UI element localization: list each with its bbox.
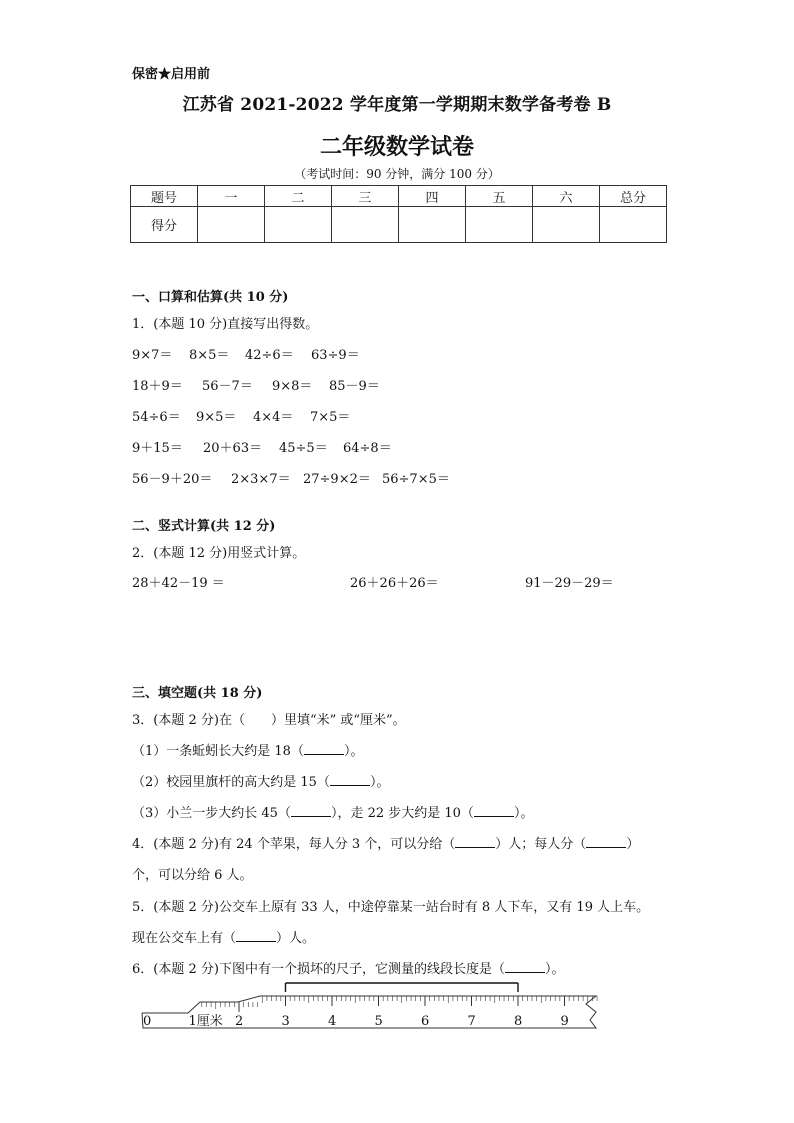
answer-blank[interactable]: [505, 960, 545, 973]
measured-segment: [286, 983, 519, 992]
oral-calc-item: 42÷6＝: [245, 348, 294, 363]
score-table: [130, 185, 667, 243]
ruler-label: 8: [514, 1014, 523, 1029]
answer-blank[interactable]: [304, 742, 344, 755]
question-1: 1．(本题 10 分)直接写出得数。: [132, 317, 319, 332]
answer-blank[interactable]: [236, 929, 276, 942]
question-text: ）。: [343, 744, 364, 759]
oral-calc-item: 9×7＝: [132, 348, 173, 363]
score-table-header-row: [131, 186, 667, 207]
question-text: ）: [626, 837, 640, 852]
oral-calc-item: 56－7＝: [202, 379, 253, 394]
oral-calc-item: 64÷8＝: [343, 441, 392, 456]
ruler-label: 3: [281, 1014, 290, 1029]
answer-blank[interactable]: [586, 835, 626, 848]
vertical-calc-item: 91－29－29＝: [525, 576, 614, 591]
question-text: 现在公交车上有（: [132, 931, 237, 946]
oral-calc-item: 63÷9＝: [311, 348, 360, 363]
confidential-label: 保密★启用前: [132, 67, 211, 82]
score-cell[interactable]: [198, 207, 265, 243]
section2-title: 二、竖式计算(共 12 分): [132, 519, 276, 534]
exam-info: （考试时间：90 分钟，满分 100 分）: [294, 167, 500, 181]
question-3-1: [132, 740, 363, 759]
oral-calc-item: 85－9＝: [329, 379, 380, 394]
question-text: ）。: [369, 775, 390, 790]
question-text: 4．(本题 2 分)有 24 个苹果，每人分 3 个，可以分给（: [132, 837, 456, 852]
score-table-score-row: [131, 207, 667, 243]
question-text: （2）校园里旗杆的高大约是 15（: [132, 775, 330, 790]
score-header-cell: 六: [533, 186, 600, 207]
answer-blank[interactable]: [455, 835, 495, 848]
score-header-cell: 题号: [131, 186, 198, 207]
oral-calc-item: 27÷9×2＝: [303, 472, 371, 487]
answer-blank[interactable]: [474, 804, 514, 817]
question-text: ），走 22 步大约是 10（: [330, 806, 474, 821]
oral-calc-item: 9＋15＝: [132, 441, 183, 456]
score-row-label: 得分: [131, 207, 198, 243]
score-header-cell: 二: [265, 186, 332, 207]
vertical-calc-item: 26＋26＋26＝: [350, 576, 439, 591]
oral-calc-item: 9×8＝: [272, 379, 313, 394]
oral-calc-row: [132, 344, 360, 363]
score-header-cell: 一: [198, 186, 265, 207]
score-header-cell: 总分: [600, 186, 667, 207]
score-cell[interactable]: [265, 207, 332, 243]
question-2: 2．(本题 12 分)用竖式计算。: [132, 546, 306, 561]
oral-calc-item: 7×5＝: [310, 410, 351, 425]
oral-calc-item: 4×4＝: [253, 410, 294, 425]
question-3: 3．(本题 2 分)在（ ）里填“米” 或“厘米”。: [132, 713, 406, 728]
question-6: [132, 958, 564, 977]
ruler-label: 5: [374, 1014, 383, 1029]
score-header-cell: 四: [399, 186, 466, 207]
answer-blank[interactable]: [291, 804, 331, 817]
ruler-label: 0: [143, 1014, 152, 1029]
question-4: [132, 833, 639, 852]
score-cell[interactable]: [332, 207, 399, 243]
score-cell[interactable]: [600, 207, 667, 243]
question-text: 6．(本题 2 分)下图中有一个损坏的尺子，它测量的线段长度是（: [132, 962, 505, 977]
question-text: （1）一条蚯蚓长大约是 18（: [132, 744, 304, 759]
oral-calc-item: 56÷7×5＝: [382, 472, 450, 487]
question-4-cont: 个，可以分给 6 人。: [132, 868, 253, 883]
question-3-3: [132, 802, 533, 821]
exam-title: 江苏省 2021-2022 学年度第一学期期末数学备考卷 B: [182, 95, 612, 115]
question-5-cont: [132, 927, 315, 946]
oral-calc-item: 45÷5＝: [279, 441, 328, 456]
oral-calc-item: 56－9＋20＝: [132, 472, 213, 487]
question-text: ）人；每人分（: [495, 837, 587, 852]
oral-calc-row: [132, 468, 450, 487]
question-3-2: [132, 771, 389, 790]
ruler-label: 7: [467, 1014, 476, 1029]
section3-title: 三、填空题(共 18 分): [132, 686, 263, 701]
answer-blank[interactable]: [330, 773, 370, 786]
exam-subtitle: 二年级数学试卷: [319, 135, 474, 160]
oral-calc-row: [132, 375, 380, 394]
section1-title: 一、口算和估算(共 10 分): [132, 290, 289, 305]
oral-calc-item: 9×5＝: [196, 410, 237, 425]
ruler-label: 6: [421, 1014, 430, 1029]
ruler-label: 2: [235, 1014, 244, 1029]
ruler-labels: [143, 1013, 569, 1029]
score-cell[interactable]: [399, 207, 466, 243]
score-cell[interactable]: [466, 207, 533, 243]
broken-ruler-figure: [140, 980, 610, 1040]
oral-calc-item: 20＋63＝: [203, 441, 263, 456]
oral-calc-item: 18＋9＝: [132, 379, 183, 394]
ruler-ticks: [202, 996, 597, 1012]
ruler-label: 9: [560, 1014, 569, 1029]
question-text: （3）小兰一步大约长 45（: [132, 806, 291, 821]
question-text: ）。: [513, 806, 534, 821]
question-text: ）人。: [276, 931, 316, 946]
oral-calc-item: 2×3×7＝: [231, 472, 291, 487]
oral-calc-item: 8×5＝: [189, 348, 230, 363]
oral-calc-item: 54÷6＝: [132, 410, 181, 425]
ruler-label: 1厘米: [188, 1014, 223, 1029]
oral-calc-row: [132, 437, 392, 456]
question-text: ）。: [544, 962, 565, 977]
score-header-cell: 三: [332, 186, 399, 207]
ruler-label: 4: [328, 1014, 337, 1029]
oral-calc-row: [132, 406, 350, 425]
score-header-cell: 五: [466, 186, 533, 207]
score-cell[interactable]: [533, 207, 600, 243]
question-5: 5．(本题 2 分)公交车上原有 33 人，中途停靠某一站台时有 8 人下车，又有 19 人上车。: [132, 900, 650, 915]
vertical-calc-item: 28＋42－19 ＝: [132, 576, 225, 591]
